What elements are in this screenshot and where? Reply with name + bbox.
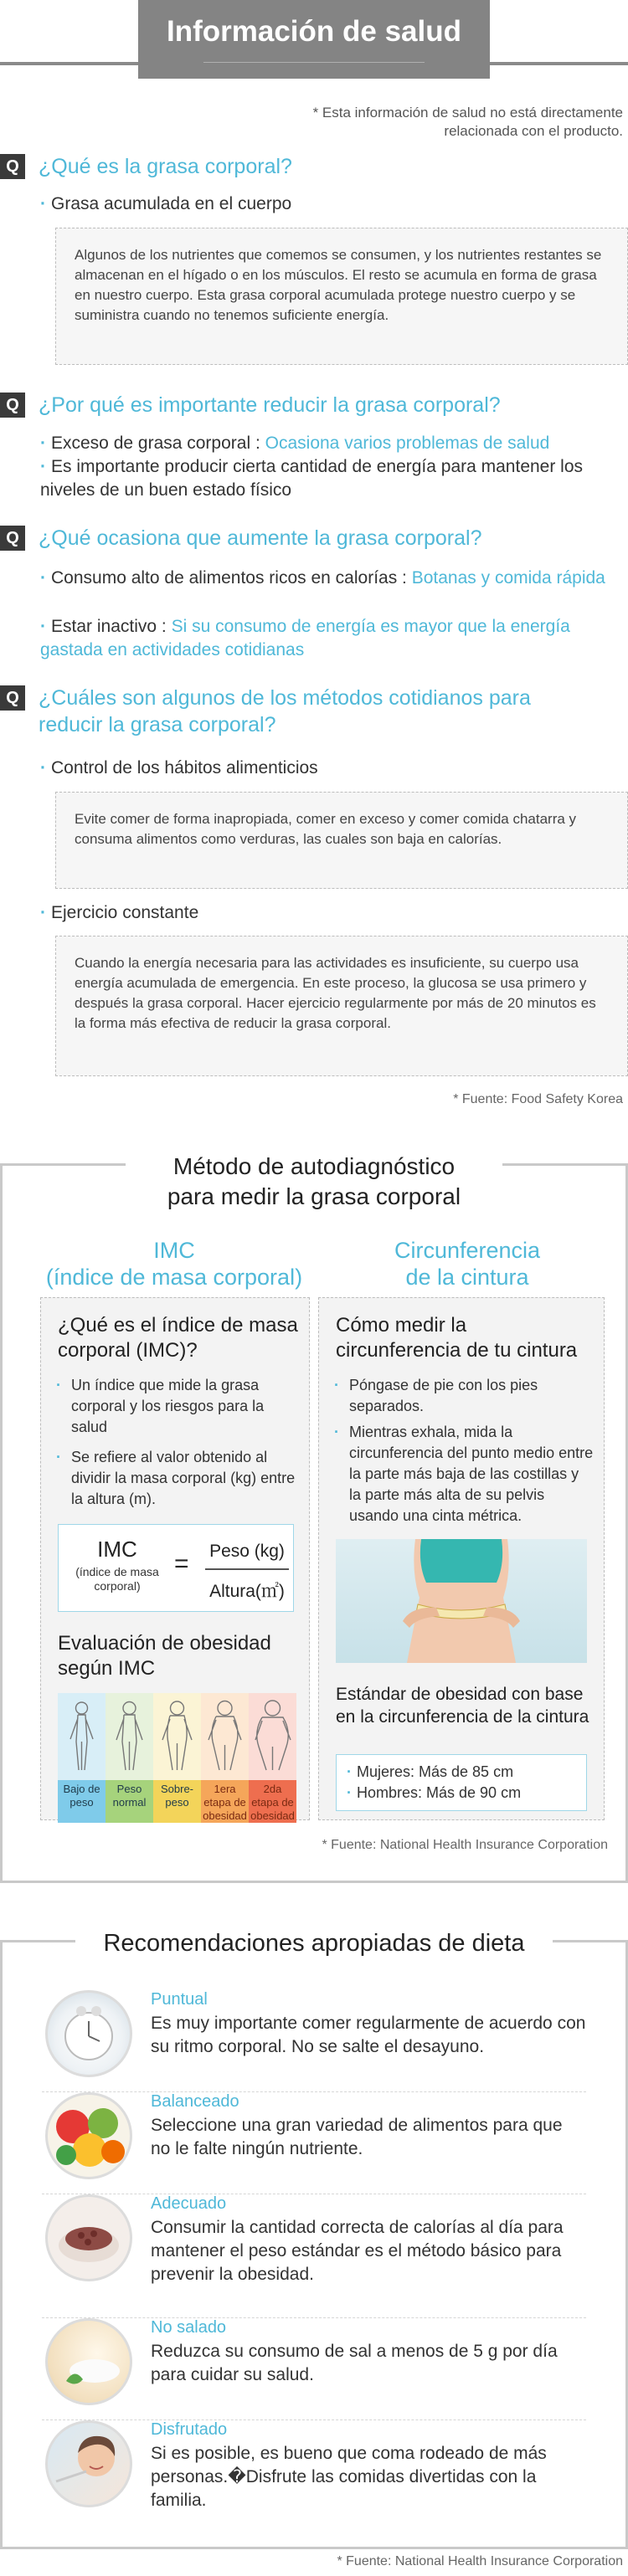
- eval-title: Evaluación de obesidad según IMC: [58, 1632, 271, 1680]
- bullet-text: Mientras exhala, mida la circunferencia del punto medio entre la parte más baja de las costillas y la parte más alta de su pelvis usando una cinta métrica.: [349, 1424, 594, 1524]
- bullet-label: Consumo alto de alimentos ricos en calorías :: [51, 568, 412, 588]
- person-normal-icon: [106, 1693, 153, 1780]
- bullet-text: Póngase de pie con los pies separados.: [349, 1377, 538, 1414]
- bullet-highlight: Si su consumo de energía es mayor que la energía gastada en actividades cotidianas: [40, 617, 570, 659]
- bullet-dot: ·: [56, 1377, 61, 1393]
- bullet-text: Se refiere al valor obtenido al dividir la masa corporal (kg) entre la altura (m).: [71, 1449, 296, 1507]
- level-underweight: [58, 1693, 106, 1823]
- diet-item-heading: No salado: [151, 2318, 227, 2337]
- diet-item-heading: Balanceado: [151, 2092, 239, 2111]
- level-figure-bg: [106, 1693, 153, 1780]
- imc-question: ¿Qué es el índice de masa corporal (IMC)?: [58, 1314, 298, 1362]
- source-note: * Fuente: National Health Insurance Corporation: [337, 2554, 623, 2568]
- bullet-text: Control de los hábitos alimenticios: [51, 758, 318, 777]
- title-underline: [203, 62, 425, 63]
- header-box: [138, 0, 490, 79]
- diet-item-text: Es muy importante comer regularmente de acuerdo con su ritmo corporal. No se salte el desayuno.: [151, 2014, 586, 2056]
- level-label: 2da etapa de obesidad: [249, 1780, 296, 1823]
- selfdiag-title: [126, 1152, 502, 1212]
- level-label: Bajo de peso: [58, 1780, 106, 1823]
- source-note: * Fuente: National Health Insurance Corporation: [322, 1838, 608, 1852]
- bullet: [40, 432, 626, 455]
- vegetables-icon: [45, 2092, 132, 2179]
- level-figure-bg: [201, 1693, 249, 1780]
- bullet-dot: ·: [40, 903, 46, 922]
- formula-denominator: Altura(㎡): [209, 1582, 285, 1601]
- diet-item-punctual: [42, 1990, 586, 2092]
- waist-measure-image: [336, 1539, 587, 1663]
- diet-item-heading: Puntual: [151, 1990, 208, 2009]
- imc-heading-line2: (índice de masa corporal): [45, 1265, 303, 1290]
- bullet-dot: ·: [334, 1377, 339, 1393]
- diet-item-balanced: [42, 2092, 586, 2194]
- level-figure-bg: [58, 1693, 106, 1780]
- diet-item-text: Consumir la cantidad correcta de calorías al día para mantener el peso estándar es el método básico para prevenir la obesidad.: [151, 2218, 564, 2284]
- bullet-dot: ·: [56, 1449, 61, 1465]
- bullet-text: Ejercicio constante: [51, 903, 199, 922]
- bullet-highlight: Ocasiona varios problemas de salud: [265, 434, 550, 453]
- salt-icon: [45, 2318, 132, 2405]
- level-obesity-2: [249, 1693, 296, 1823]
- bullet-dot: ·: [40, 194, 46, 213]
- waist-bullet-1: [334, 1375, 594, 1417]
- clock-plate-icon: [45, 1990, 132, 2077]
- vegetables-drawing: [48, 2095, 130, 2177]
- waist-question: Cómo medir la circunferencia de tu cintura: [336, 1314, 578, 1362]
- formula-equals: =: [174, 1550, 189, 1578]
- portion-bowl-icon: [45, 2194, 132, 2281]
- diet-item-unsalted: [42, 2318, 586, 2420]
- formula-imc-sub: (índice de masa corporal): [75, 1565, 159, 1593]
- diet-item-text: Si es posible, es bueno que coma rodeado de más personas.�Disfrute las comidas divertidas con la familia.: [151, 2444, 547, 2510]
- bullet-dot: ·: [347, 1763, 352, 1780]
- imc-heading: [32, 1237, 317, 1291]
- obesity-levels: [58, 1693, 294, 1823]
- level-label: 1era etapa de obesidad: [201, 1780, 249, 1823]
- bowl-drawing: [48, 2197, 130, 2279]
- std-women: [347, 1762, 576, 1783]
- diet-item-adequate: [42, 2194, 586, 2318]
- bullet-dot: ·: [40, 434, 46, 453]
- imc-formula: [58, 1524, 294, 1612]
- bullet-dot: ·: [334, 1424, 339, 1440]
- std-women-text: Mujeres: Más de 85 cm: [357, 1763, 514, 1780]
- diet-item-enjoyed: [42, 2420, 586, 2538]
- waist-heading-line1: Circunferencia: [394, 1238, 541, 1263]
- imc-bullet-1: [56, 1375, 303, 1438]
- formula-imc: IMC: [97, 1537, 137, 1562]
- level-label: Sobre-peso: [153, 1780, 201, 1823]
- diet-title: Recomendaciones apropiadas de dieta: [75, 1928, 553, 1958]
- bullet-dot: ·: [40, 617, 46, 636]
- bullet-text: Un índice que mide la grasa corporal y los riesgos para la salud: [71, 1377, 265, 1435]
- waist-panel: [318, 1297, 605, 1820]
- note-box: Algunos de los nutrientes que comemos se consumen, y los nutrientes restantes se almacenan en el hígado o en los músculos. El resto se acumula en forma de grasa en nuestro cuerpo. Esta grasa corporal acumulada protege nuestro cuerpo y se suministra cuando no tenemos suficiente energía.: [55, 228, 628, 365]
- q-badge: Q: [0, 393, 25, 418]
- tape-measure-waist-icon: [336, 1539, 587, 1663]
- bullet-dot: ·: [40, 457, 46, 476]
- waist-bullet-2: [334, 1422, 594, 1527]
- clock-drawing: [48, 1993, 130, 2075]
- person-very-obese-icon: [249, 1693, 296, 1780]
- bullet: [40, 757, 626, 780]
- person-eating-drawing: [48, 2423, 130, 2505]
- selfdiag-title-line2: para medir la grasa corporal: [167, 1183, 461, 1209]
- question-text: ¿Cuáles son algunos de los métodos cotidianos para reducir la grasa corporal?: [39, 686, 531, 736]
- bullet: [40, 615, 584, 662]
- level-obesity-1: [201, 1693, 249, 1823]
- salt-drawing: [48, 2321, 130, 2403]
- level-figure-bg: [249, 1693, 296, 1780]
- bullet-dot: ·: [347, 1784, 352, 1801]
- bullet: [40, 901, 626, 925]
- question-text: ¿Qué ocasiona que aumente la grasa corporal?: [39, 526, 482, 550]
- bullet-dot: ·: [40, 568, 46, 588]
- bullet: [40, 192, 626, 216]
- level-normal: [106, 1693, 153, 1823]
- bullet-highlight: Botanas y comida rápida: [411, 568, 605, 588]
- bullet-label: Estar inactivo :: [51, 617, 172, 636]
- diet-item-heading: Adecuado: [151, 2194, 227, 2213]
- level-label: Peso normal: [106, 1780, 153, 1823]
- waist-heading: [325, 1237, 610, 1291]
- happy-eating-icon: [45, 2420, 132, 2507]
- bullet-text: Grasa acumulada en el cuerpo: [51, 194, 292, 213]
- level-overweight: [153, 1693, 201, 1823]
- formula-numerator: Peso (kg): [209, 1542, 285, 1561]
- formula-divider: [205, 1568, 289, 1570]
- person-overweight-icon: [153, 1693, 201, 1780]
- question-text: ¿Qué es la grasa corporal?: [39, 155, 292, 178]
- waist-heading-line2: de la cintura: [405, 1265, 529, 1290]
- person-obese-icon: [201, 1693, 249, 1780]
- imc-panel: [40, 1297, 310, 1820]
- question-text: ¿Por qué es importante reducir la grasa corporal?: [39, 393, 501, 417]
- level-figure-bg: [153, 1693, 201, 1780]
- waist-std-title: Estándar de obesidad con base en la circunferencia de la cintura: [336, 1685, 589, 1727]
- q-badge: Q: [0, 526, 25, 551]
- imc-bullet-2: [56, 1447, 303, 1510]
- bullet: [40, 455, 584, 502]
- note-box: Cuando la energía necesaria para las actividades es insuficiente, su cuerpo usa energía acumulada de emergencia. En este proceso, la glucosa se usa primero y después la grasa corporal. Hacer ejercicio regularmente por más de 20 minutos es la forma más efectiva de reducir la grasa corporal.: [55, 936, 628, 1076]
- diet-item-text: Seleccione una gran variedad de alimentos para que no le falte ningún nutriente.: [151, 2116, 563, 2158]
- q-badge: Q: [0, 154, 25, 179]
- page-title: Información de salud: [167, 15, 461, 48]
- q-badge: Q: [0, 685, 25, 711]
- bullet-label: Exceso de grasa corporal :: [51, 434, 265, 453]
- source-note: * Fuente: Food Safety Korea: [453, 1092, 623, 1106]
- diet-item-text: Reduzca su consumo de sal a menos de 5 g por día para cuidar su salud.: [151, 2342, 558, 2384]
- disclaimer-text: * Esta información de salud no está directamente relacionada con el producto.: [312, 105, 623, 139]
- std-men: [347, 1783, 576, 1804]
- std-men-text: Hombres: Más de 90 cm: [357, 1784, 522, 1801]
- bullet-dot: ·: [40, 758, 46, 777]
- note-box: Evite comer de forma inapropiada, comer en exceso y comer comida chatarra y consuma alimentos como verduras, las cuales son baja en calorías.: [55, 792, 628, 889]
- selfdiag-title-line1: Método de autodiagnóstico: [172, 1153, 456, 1179]
- person-slim-icon: [58, 1693, 106, 1780]
- bullet-text: Es importante producir cierta cantidad de energía para mantener los niveles de un buen estado físico: [40, 457, 584, 500]
- waist-std-box: [336, 1754, 587, 1811]
- bullet: [40, 567, 618, 590]
- diet-item-heading: Disfrutado: [151, 2420, 228, 2439]
- imc-heading-line1: IMC: [153, 1238, 195, 1263]
